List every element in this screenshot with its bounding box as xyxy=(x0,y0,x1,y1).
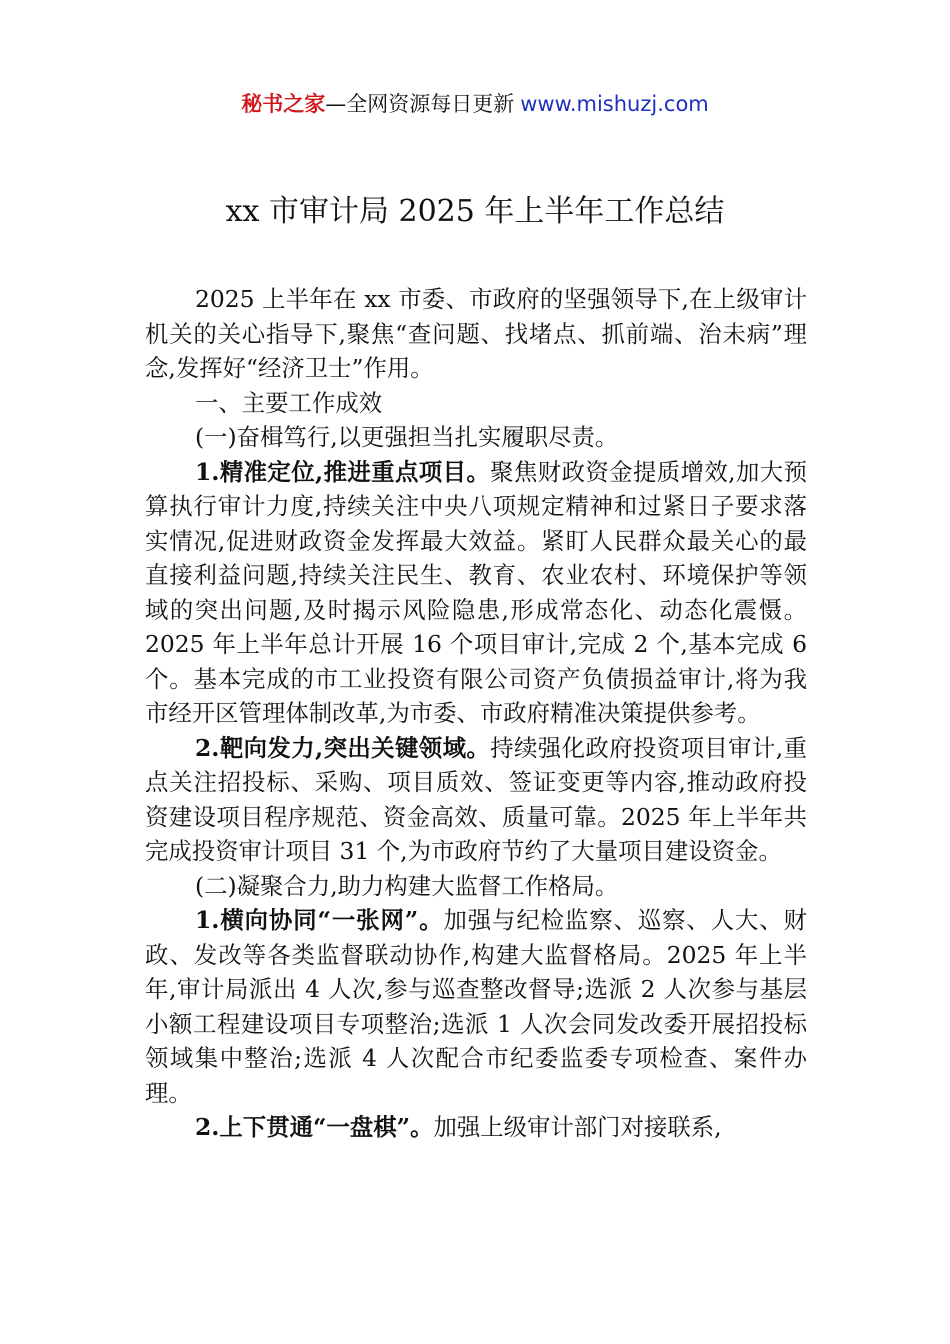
subsection-heading-1: (一)奋楫笃行,以更强担当扎实履职尽责。 xyxy=(195,423,619,451)
item-lead: 2.上下贯通“一盘棋”。 xyxy=(195,1113,434,1141)
site-brand: 秘书之家 xyxy=(241,92,326,116)
document-title: xx 市审计局 2025 年上半年工作总结 xyxy=(225,194,725,229)
site-header xyxy=(0,88,950,120)
site-tagline: —全网资源每日更新 xyxy=(325,92,515,116)
item-paragraph xyxy=(145,903,807,1110)
item-text: 加强与纪检监察、巡察、人大、财政、发改等各类监督联动协作,构建大监督格局。2025 年上半年,审计局派出 4 人次,参与巡查整改督导;选派 2 人次参与基层小额工程建设项目专项整治;选派 1 人次会同发改委开展招投标领域集中整治;选派 4 人次配合市纪委监委专项检查、案件办理。 xyxy=(145,906,808,1107)
item-lead: 2.靶向发力,突出关键领域。 xyxy=(195,733,491,762)
section-heading-1: 一、主要工作成效 xyxy=(195,388,383,417)
item-text: 聚焦财政资金提质增效,加大预算执行审计力度,持续关注中央八项规定精神和过紧日子要求落实情况,促进财政资金发挥最大效益。紧盯人民群众最关心的最直接利益问题,持续关注民生、教育、农业农村、环境保护等领域的突出问题,及时揭示风险隐患,形成常态化、动态化震慑。2025 年上半年总计开展 16 个项目审计,完成 2 个,基本完成 6 个。基本完成的市工业投资有限公司资产负债损益审计,将为我市经开区管理体制改革,为市委、市政府精准决策提供参考。 xyxy=(145,457,807,727)
intro-paragraph: 2025 上半年在 xx 市委、市政府的坚强领导下,在上级审计机关的关心指导下,聚焦“查问题、找堵点、抓前端、治未病”理念,发挥好“经济卫士”作用。 xyxy=(145,285,807,382)
document-body xyxy=(145,282,807,1145)
item-paragraph xyxy=(145,455,807,731)
item-text: 持续强化政府投资项目审计,重点关注招投标、采购、项目质效、签证变更等内容,推动政府投资建设项目程序规范、资金高效、质量可靠。2025 年上半年共完成投资审计项目 31 个,为市政府节约了大量项目建设资金。 xyxy=(145,733,807,865)
item-text: 加强上级审计部门对接联系, xyxy=(433,1113,722,1141)
item-lead: 1.精准定位,推进重点项目。 xyxy=(195,457,491,486)
site-url-link[interactable]: www.mishuzj.com xyxy=(520,92,709,116)
subsection-heading-2: (二)凝聚合力,助力构建大监督工作格局。 xyxy=(195,871,619,900)
item-paragraph xyxy=(145,731,807,869)
item-lead: 1.横向协同“一张网”。 xyxy=(195,906,444,934)
item-paragraph xyxy=(145,1110,807,1145)
